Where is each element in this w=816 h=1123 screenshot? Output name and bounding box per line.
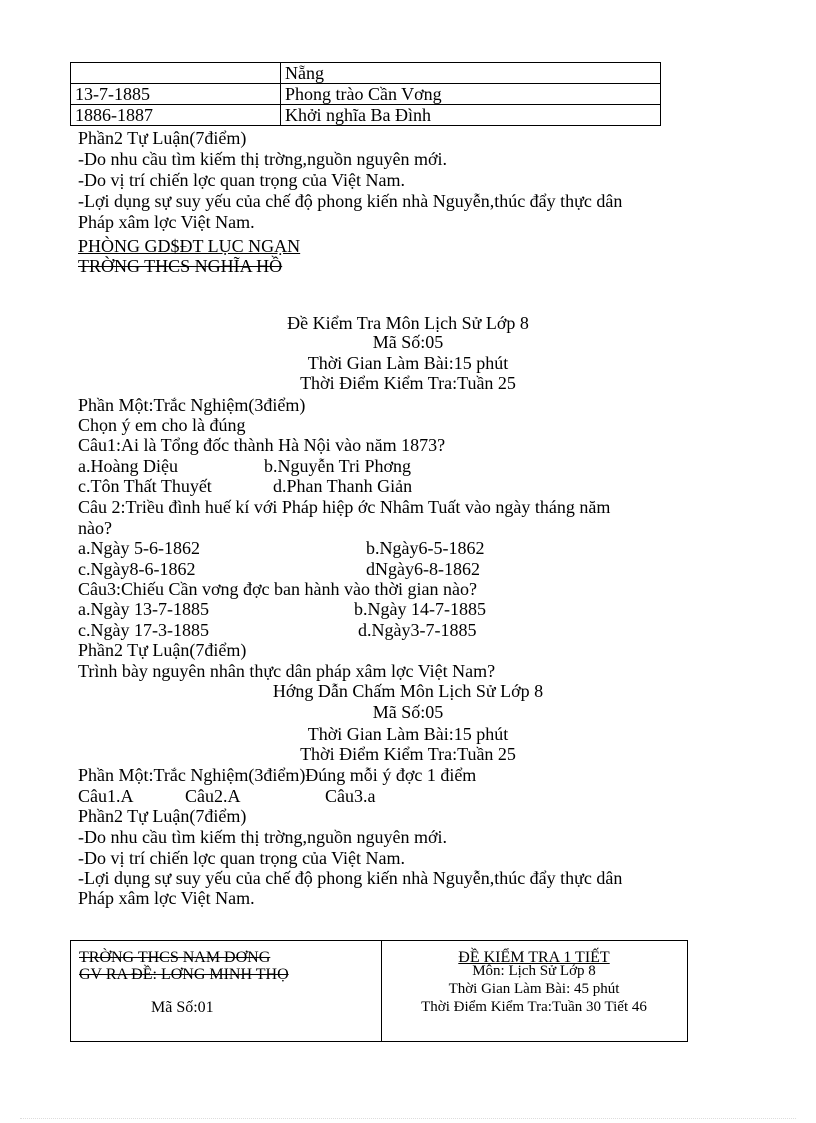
part2-title: Phần2 Tự Luận(7điểm) <box>78 806 247 826</box>
option-c: c.Tôn Thất Thuyết <box>78 476 212 496</box>
table-row <box>71 63 661 84</box>
header-left <box>71 941 382 1041</box>
test-duration: Thời Gian Làm Bài: 45 phút <box>448 981 620 997</box>
table-row <box>71 84 661 105</box>
answer-3: Câu3.a <box>325 786 376 806</box>
question-3: Câu3:Chiếu Cần vơng đợc ban hành vào thời gian nào? <box>78 579 477 599</box>
answer-1: Câu1.A <box>78 786 134 806</box>
exam-title: Đề Kiểm Tra Môn Lịch Sử Lớp 8 <box>287 313 529 333</box>
question-1: Câu1:Ai là Tổng đốc thành Hà Nội vào năm 1873? <box>78 435 446 455</box>
teacher-name: GV RA ĐỀ: LƠNG MINH THỌ <box>79 966 289 983</box>
option-d: d.Phan Thanh Giản <box>273 476 413 496</box>
option-c: c.Ngày 17-3-1885 <box>78 620 209 640</box>
guide-timing: Thời Điểm Kiểm Tra:Tuần 25 <box>300 744 516 764</box>
exam-code: Mã Số:01 <box>151 999 214 1016</box>
option-a: a.Ngày 5-6-1862 <box>78 538 200 558</box>
page-edge-divider <box>20 1118 796 1119</box>
option-a: a.Ngày 13-7-1885 <box>78 599 209 619</box>
question-2: Câu 2:Triều đình huế kí với Pháp hiệp ớc Nhâm Tuất vào ngày tháng năm <box>78 497 611 517</box>
option-d: d.Ngày3-7-1885 <box>358 620 477 640</box>
test-timing: Thời Điểm Kiểm Tra:Tuần 30 Tiết 46 <box>421 999 647 1015</box>
answer-2: Câu2.A <box>185 786 241 806</box>
guide-line: -Do nhu cầu tìm kiếm thị trờng,nguồn nguyên mới. <box>78 827 447 847</box>
date-cell <box>71 63 281 84</box>
subject: Môn: Lịch Sử Lớp 8 <box>472 963 596 979</box>
option-b: b.Ngày 14-7-1885 <box>354 599 486 619</box>
guide-line: -Lợi dụng sự suy yếu của chế độ phong kiến nhà Nguyễn,thúc đẩy thực dân <box>78 868 623 888</box>
answer-line: -Lợi dụng sự suy yếu của chế độ phong kiến nhà Nguyễn,thúc đẩy thực dân <box>78 191 623 211</box>
essay-question: Trình bày nguyên nhân thực dân pháp xâm lợc Việt Nam? <box>78 661 496 681</box>
guide-code: Mã Số:05 <box>372 702 444 722</box>
school-name: TRỜNG THCS NAM DƠNG <box>79 949 271 966</box>
date-cell: 13-7-1885 <box>71 84 281 105</box>
instruction: Chọn ý em cho là đúng <box>78 415 246 435</box>
answer-line: Pháp xâm lợc Việt Nam. <box>78 212 255 232</box>
option-c: c.Ngày8-6-1862 <box>78 559 196 579</box>
guide-line: Pháp xâm lợc Việt Nam. <box>78 888 255 908</box>
answer-line: -Do nhu cầu tìm kiếm thị trờng,nguồn nguyên mới. <box>78 149 447 169</box>
table-row <box>71 105 661 126</box>
event-cell: Khởi nghĩa Ba Đình <box>281 105 661 126</box>
education-office: PHÒNG GD$ĐT LỤC NGẠN <box>78 236 301 256</box>
option-d: dNgày6-8-1862 <box>366 559 480 579</box>
exam-code: Mã Số:05 <box>372 332 444 352</box>
option-b: b.Ngày6-5-1862 <box>366 538 485 558</box>
exam-duration: Thời Gian Làm Bài:15 phút <box>307 353 509 373</box>
exam-timing: Thời Điểm Kiểm Tra:Tuần 25 <box>300 373 516 393</box>
guide-title: Hớng Dẫn Chấm Môn Lịch Sử Lớp 8 <box>272 681 544 701</box>
answer-line: -Do vị trí chiến lợc quan trọng của Việt Nam. <box>78 170 406 190</box>
guide-line: -Do vị trí chiến lợc quan trọng của Việt Nam. <box>78 848 406 868</box>
events-table <box>70 62 661 126</box>
event-cell: Phong trào Cần Vơng <box>281 84 661 105</box>
date-cell: 1886-1887 <box>71 105 281 126</box>
test-title: ĐỀ KIỂM TRA 1 TIẾT <box>458 949 610 966</box>
question-2-cont: nào? <box>78 518 112 538</box>
header-right <box>381 941 687 1041</box>
part2-title: Phần2 Tự Luận(7điểm) <box>78 128 247 148</box>
guide-part1: Phần Một:Trắc Nghiệm(3điểm)Đúng mỗi ý đợc 1 điểm <box>78 765 477 785</box>
school-name: TRỜNG THCS NGHĨA HỒ <box>78 256 283 276</box>
guide-duration: Thời Gian Làm Bài:15 phút <box>307 724 509 744</box>
part2-title: Phần2 Tự Luận(7điểm) <box>78 640 247 660</box>
option-a: a.Hoàng Diệu <box>78 456 178 476</box>
option-b: b.Nguyễn Tri Phơng <box>264 456 412 476</box>
event-cell: Nẵng <box>281 63 661 84</box>
exam-header-box <box>70 940 688 1042</box>
part1-title: Phần Một:Trắc Nghiệm(3điểm) <box>78 395 306 415</box>
